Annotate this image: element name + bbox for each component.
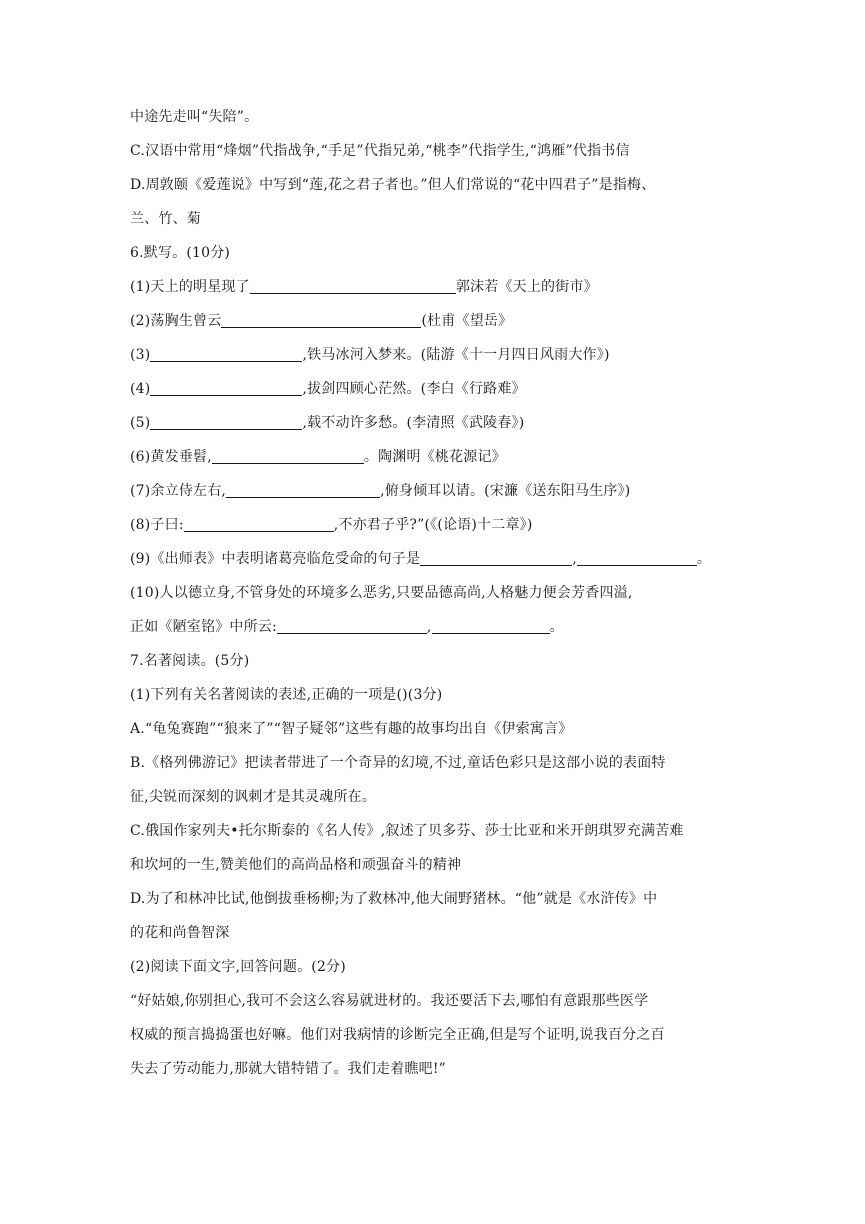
option-a-line: A.“龟兔赛跑”“狼来了”“智子疑邻”这些有趣的故事均出自《伊索寓言》 <box>130 721 573 737</box>
document-body <box>130 107 742 1093</box>
dictation-item-3 <box>130 345 742 365</box>
dictation-item-2 <box>130 311 742 331</box>
item-text: (6)黄发垂髫, <box>130 449 212 465</box>
dictation-item-10: (10)人以德立身,不管身处的环境多么恶劣,只要品德高尚,人格魅力便会芳香四溢, <box>130 585 633 601</box>
item-text: (2)荡胸生曾云 <box>130 313 222 329</box>
item-text: (1)天上的明星现了 <box>130 279 250 295</box>
item-text: 正如《陋室铭》中所云: <box>130 619 277 635</box>
item-text: (8)子曰: <box>130 517 184 533</box>
answer-blank[interactable] <box>226 482 380 498</box>
text-line: 和坎坷的一生,赞美他们的高尚品格和顽强奋斗的精神 <box>130 857 462 873</box>
dictation-item-5 <box>130 413 742 433</box>
text-line: 兰、竹、菊 <box>130 211 201 227</box>
question-6-heading: 6.默写。(10分) <box>130 245 231 261</box>
passage-line: 权威的预言捣捣蛋也好嘛。他们对我病情的诊断完全正确,但是写个证明,说我百分之百 <box>130 1027 665 1043</box>
text-line: 中途先走叫“失陪”。 <box>130 109 259 125</box>
answer-blank[interactable] <box>432 618 550 634</box>
item-text: , <box>426 619 432 635</box>
dictation-item-4 <box>130 379 742 399</box>
subquestion-1: (1)下列有关名著阅读的表述,正确的一项是()(3分) <box>130 687 443 703</box>
answer-blank[interactable] <box>420 550 572 566</box>
answer-blank[interactable] <box>150 346 302 362</box>
item-text: 。陶渊明《桃花源记》 <box>363 449 506 465</box>
dictation-item-8 <box>130 515 742 535</box>
answer-blank[interactable] <box>277 618 427 634</box>
item-text: (杜甫《望岳》 <box>421 313 513 329</box>
option-c-line: C.汉语中常用“烽烟”代指战争,“手足”代指兄弟,“桃李”代指学生,“鸿雁”代指书信 <box>130 143 630 159</box>
dictation-item-7 <box>130 481 742 501</box>
answer-blank[interactable] <box>250 278 456 294</box>
subquestion-2: (2)阅读下面文字,回答问题。(2分) <box>130 959 346 975</box>
answer-blank[interactable] <box>150 380 302 396</box>
question-7-heading: 7.名著阅读。(5分) <box>130 653 250 669</box>
option-d-line: D.周敦颐《爱莲说》中写到“莲,花之君子者也。”但人们常说的“花中四君子”是指梅、 <box>130 177 656 193</box>
item-text: (5) <box>130 415 151 431</box>
item-text: (9)《出师表》中表明诸葛亮临危受命的句子是 <box>130 551 421 567</box>
item-text: (4) <box>130 381 151 397</box>
answer-blank[interactable] <box>212 448 364 464</box>
dictation-item-1 <box>130 277 742 297</box>
passage-line: “好姑娘,你别担心,我可不会这么容易就进材的。我还要活下去,哪怕有意跟那些医学 <box>130 993 649 1009</box>
option-c-line: C.俄国作家列夫•托尔斯泰的《名人传》,叙述了贝多芬、莎士比亚和米开朗琪罗充满苦难 <box>130 823 684 839</box>
item-text: , <box>572 551 577 567</box>
item-text: ,俯身倾耳以请。(宋濂《送东阳马生序》) <box>380 483 631 499</box>
item-text: (7)余立侍左右, <box>130 483 227 499</box>
item-text: ,不亦君子乎?”(《(论语)十二章》) <box>333 517 533 533</box>
passage-line: 失去了劳动能力,那就大错特错了。我们走着瞧吧!” <box>130 1061 447 1077</box>
dictation-item-6 <box>130 447 742 467</box>
option-b-line: B.《格列佛游记》把读者带进了一个奇异的幻境,不过,童话色彩只是这部小说的表面特 <box>130 755 666 771</box>
item-text: ,拔剑四顾心茫然。(李白《行路难》 <box>302 381 526 397</box>
dictation-item-9 <box>130 549 742 569</box>
answer-blank[interactable] <box>184 516 334 532</box>
text-line: 征,尖锐而深刻的讽刺才是其灵魂所在。 <box>130 789 377 805</box>
answer-blank[interactable] <box>150 414 302 430</box>
item-text: 郭沫若《天上的街市》 <box>455 279 598 295</box>
answer-blank[interactable] <box>221 312 421 328</box>
text-line: 的花和尚鲁智深 <box>130 925 230 941</box>
answer-blank[interactable] <box>577 550 697 566</box>
option-d-line: D.为了和林冲比试,他倒拔垂杨柳;为了救林冲,他大闹野猪林。“他”就是《水浒传》中 <box>130 891 658 907</box>
item-text: 。 <box>549 619 564 635</box>
item-text: 。 <box>696 551 712 567</box>
dictation-item-10-cont <box>130 617 742 637</box>
item-text: ,铁马冰河入梦来。(陆游《十一月四日风雨大作》) <box>302 347 610 363</box>
item-text: ,载不动许多愁。(李清照《武陵春》) <box>302 415 525 431</box>
item-text: (3) <box>130 347 151 363</box>
